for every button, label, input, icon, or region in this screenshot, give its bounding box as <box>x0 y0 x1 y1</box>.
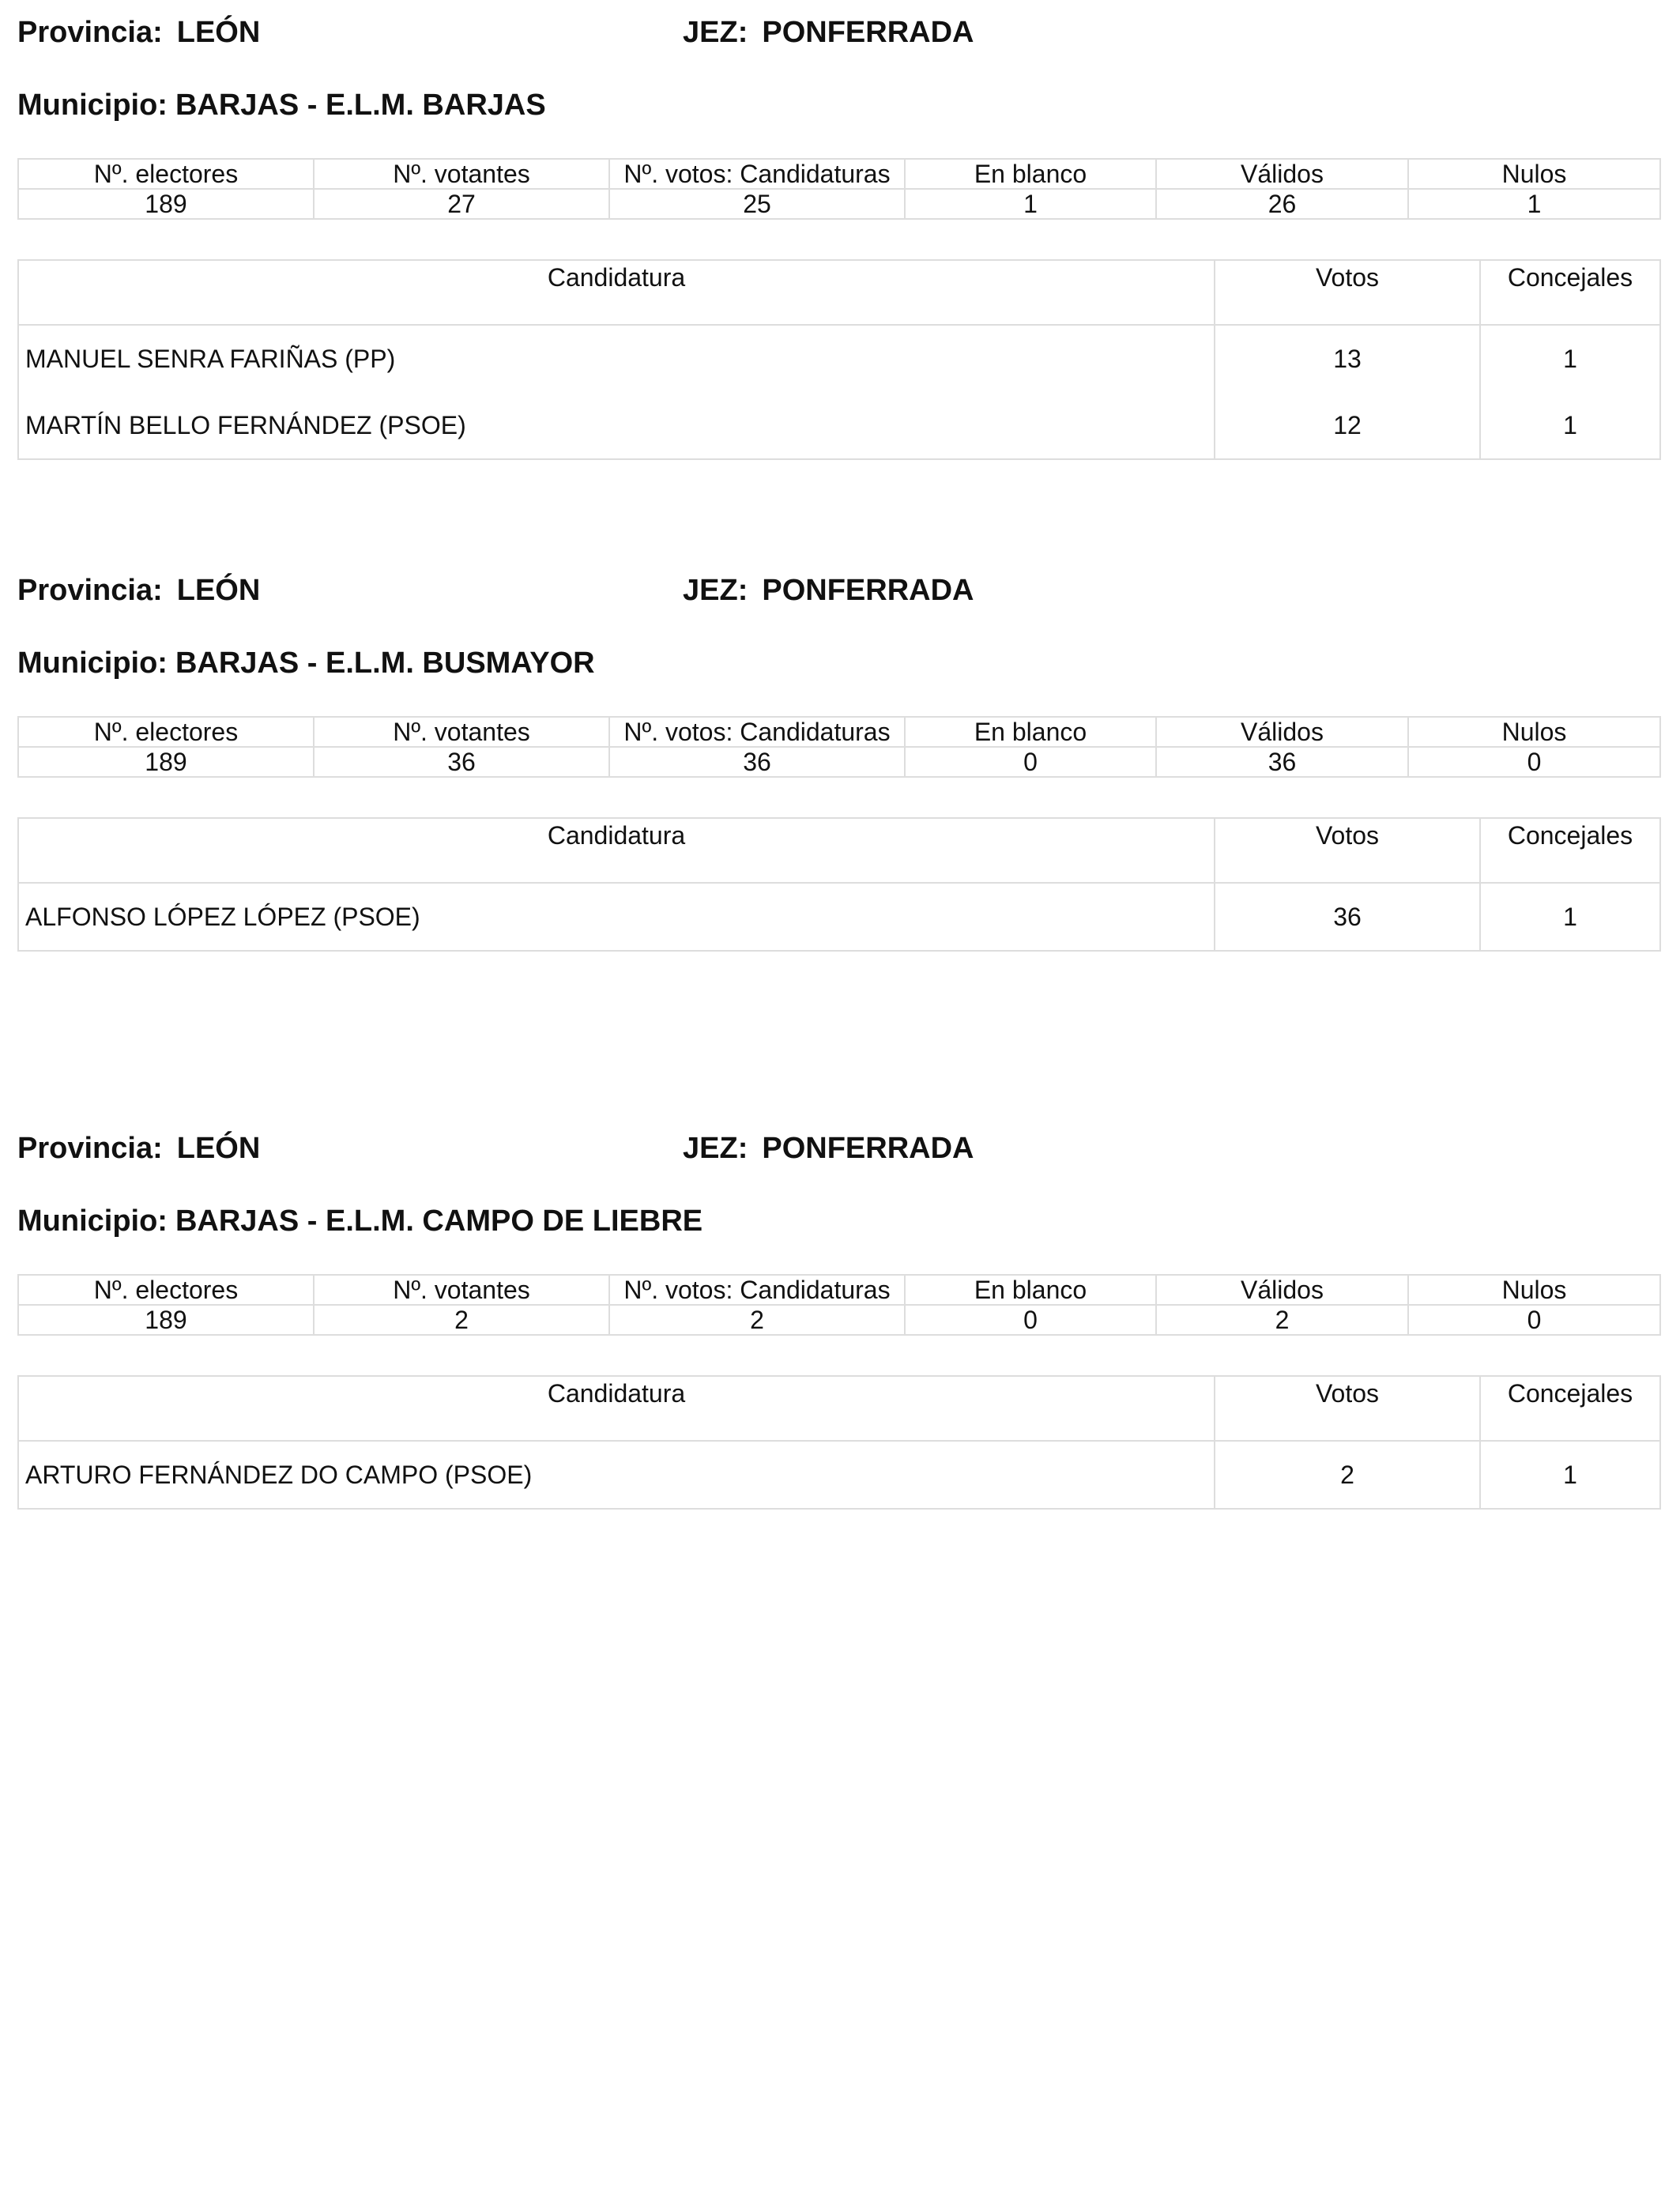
stats-header-validos: Válidos <box>1156 717 1408 747</box>
header-candidatura: Candidatura <box>18 1376 1215 1441</box>
stats-header-votantes: Nº. votantes <box>314 159 609 189</box>
stats-header-validos: Válidos <box>1156 1275 1408 1305</box>
jez-value: PONFERRADA <box>762 1132 974 1165</box>
table-row <box>18 1441 1660 1509</box>
provincia <box>17 16 260 50</box>
table-row <box>18 325 1660 392</box>
stats-value-validos: 26 <box>1156 189 1408 219</box>
candidate-votos: 12 <box>1215 392 1480 459</box>
stats-value-en-blanco: 0 <box>905 1305 1156 1335</box>
jez-value: PONFERRADA <box>762 574 974 607</box>
municipio-title <box>17 1204 703 1238</box>
stats-value-votantes: 27 <box>314 189 609 219</box>
municipio-label: Municipio: <box>17 89 168 122</box>
header-votos: Votos <box>1215 260 1480 325</box>
stats-header-en-blanco: En blanco <box>905 159 1156 189</box>
table-row <box>18 392 1660 459</box>
stats-header-votos-candidaturas: Nº. votos: Candidaturas <box>609 1275 905 1305</box>
stats-table <box>17 716 1661 778</box>
stats-header-en-blanco: En blanco <box>905 717 1156 747</box>
jez-value: PONFERRADA <box>762 16 974 49</box>
stats-value-nulos: 0 <box>1408 747 1660 777</box>
header-line <box>17 16 1659 63</box>
stats-header-nulos: Nulos <box>1408 159 1660 189</box>
provincia-label: Provincia: <box>17 574 163 607</box>
header-candidatura: Candidatura <box>18 818 1215 883</box>
stats-value-validos: 2 <box>1156 1305 1408 1335</box>
municipio-label: Municipio: <box>17 1204 168 1238</box>
stats-header-nulos: Nulos <box>1408 717 1660 747</box>
candidate-votos: 2 <box>1215 1441 1480 1509</box>
stats-header-en-blanco: En blanco <box>905 1275 1156 1305</box>
candidate-concejales: 1 <box>1480 392 1660 459</box>
stats-header-votantes: Nº. votantes <box>314 717 609 747</box>
header-concejales: Concejales <box>1480 818 1660 883</box>
stats-header-electores: Nº. electores <box>18 1275 314 1305</box>
stats-value-en-blanco: 1 <box>905 189 1156 219</box>
provincia-value: LEÓN <box>176 574 261 607</box>
stats-value-row <box>18 747 1660 777</box>
stats-value-row <box>18 189 1660 219</box>
stats-value-electores: 189 <box>18 1305 314 1335</box>
jez-label: JEZ: <box>683 16 748 49</box>
stats-header-votos-candidaturas: Nº. votos: Candidaturas <box>609 717 905 747</box>
jez <box>683 574 974 608</box>
municipio-value: BARJAS - E.L.M. BARJAS <box>175 89 546 122</box>
municipio-title <box>17 89 546 123</box>
stats-value-votantes: 36 <box>314 747 609 777</box>
candidaturas-header-row <box>18 818 1660 883</box>
municipio-title <box>17 647 595 680</box>
provincia <box>17 574 260 608</box>
candidaturas-table <box>17 259 1661 460</box>
provincia <box>17 1132 260 1166</box>
stats-value-electores: 189 <box>18 189 314 219</box>
stats-value-nulos: 1 <box>1408 189 1660 219</box>
candidaturas-table <box>17 817 1661 952</box>
header-concejales: Concejales <box>1480 260 1660 325</box>
candidate-name: ARTURO FERNÁNDEZ DO CAMPO (PSOE) <box>18 1441 1215 1509</box>
stats-header-validos: Válidos <box>1156 159 1408 189</box>
stats-value-en-blanco: 0 <box>905 747 1156 777</box>
header-line <box>17 1132 1659 1179</box>
table-row <box>18 883 1660 951</box>
candidate-name: ALFONSO LÓPEZ LÓPEZ (PSOE) <box>18 883 1215 951</box>
stats-table <box>17 1274 1661 1336</box>
jez <box>683 16 974 50</box>
stats-value-votos-candidaturas: 36 <box>609 747 905 777</box>
candidate-name: MANUEL SENRA FARIÑAS (PP) <box>18 325 1215 392</box>
stats-value-votos-candidaturas: 2 <box>609 1305 905 1335</box>
header-votos: Votos <box>1215 1376 1480 1441</box>
stats-table <box>17 158 1661 220</box>
stats-header-votantes: Nº. votantes <box>314 1275 609 1305</box>
candidate-votos: 36 <box>1215 883 1480 951</box>
candidate-name: MARTÍN BELLO FERNÁNDEZ (PSOE) <box>18 392 1215 459</box>
stats-header-row <box>18 1275 1660 1305</box>
stats-value-validos: 36 <box>1156 747 1408 777</box>
stats-header-electores: Nº. electores <box>18 159 314 189</box>
jez <box>683 1132 974 1166</box>
provincia-label: Provincia: <box>17 16 163 49</box>
municipio-value: BARJAS - E.L.M. CAMPO DE LIEBRE <box>175 1204 703 1238</box>
stats-header-row <box>18 717 1660 747</box>
candidaturas-table <box>17 1375 1661 1510</box>
provincia-label: Provincia: <box>17 1132 163 1165</box>
stats-header-row <box>18 159 1660 189</box>
stats-value-votantes: 2 <box>314 1305 609 1335</box>
jez-label: JEZ: <box>683 574 748 607</box>
stats-header-votos-candidaturas: Nº. votos: Candidaturas <box>609 159 905 189</box>
candidate-concejales: 1 <box>1480 1441 1660 1509</box>
stats-header-nulos: Nulos <box>1408 1275 1660 1305</box>
jez-label: JEZ: <box>683 1132 748 1165</box>
stats-value-row <box>18 1305 1660 1335</box>
candidaturas-header-row <box>18 1376 1660 1441</box>
header-votos: Votos <box>1215 818 1480 883</box>
candidate-votos: 13 <box>1215 325 1480 392</box>
header-candidatura: Candidatura <box>18 260 1215 325</box>
provincia-value: LEÓN <box>176 1132 261 1165</box>
candidaturas-header-row <box>18 260 1660 325</box>
stats-value-electores: 189 <box>18 747 314 777</box>
header-concejales: Concejales <box>1480 1376 1660 1441</box>
provincia-value: LEÓN <box>176 16 261 49</box>
stats-header-electores: Nº. electores <box>18 717 314 747</box>
candidate-concejales: 1 <box>1480 883 1660 951</box>
municipio-label: Municipio: <box>17 647 168 680</box>
stats-value-votos-candidaturas: 25 <box>609 189 905 219</box>
candidate-concejales: 1 <box>1480 325 1660 392</box>
municipio-value: BARJAS - E.L.M. BUSMAYOR <box>175 647 595 680</box>
header-line <box>17 574 1659 621</box>
stats-value-nulos: 0 <box>1408 1305 1660 1335</box>
